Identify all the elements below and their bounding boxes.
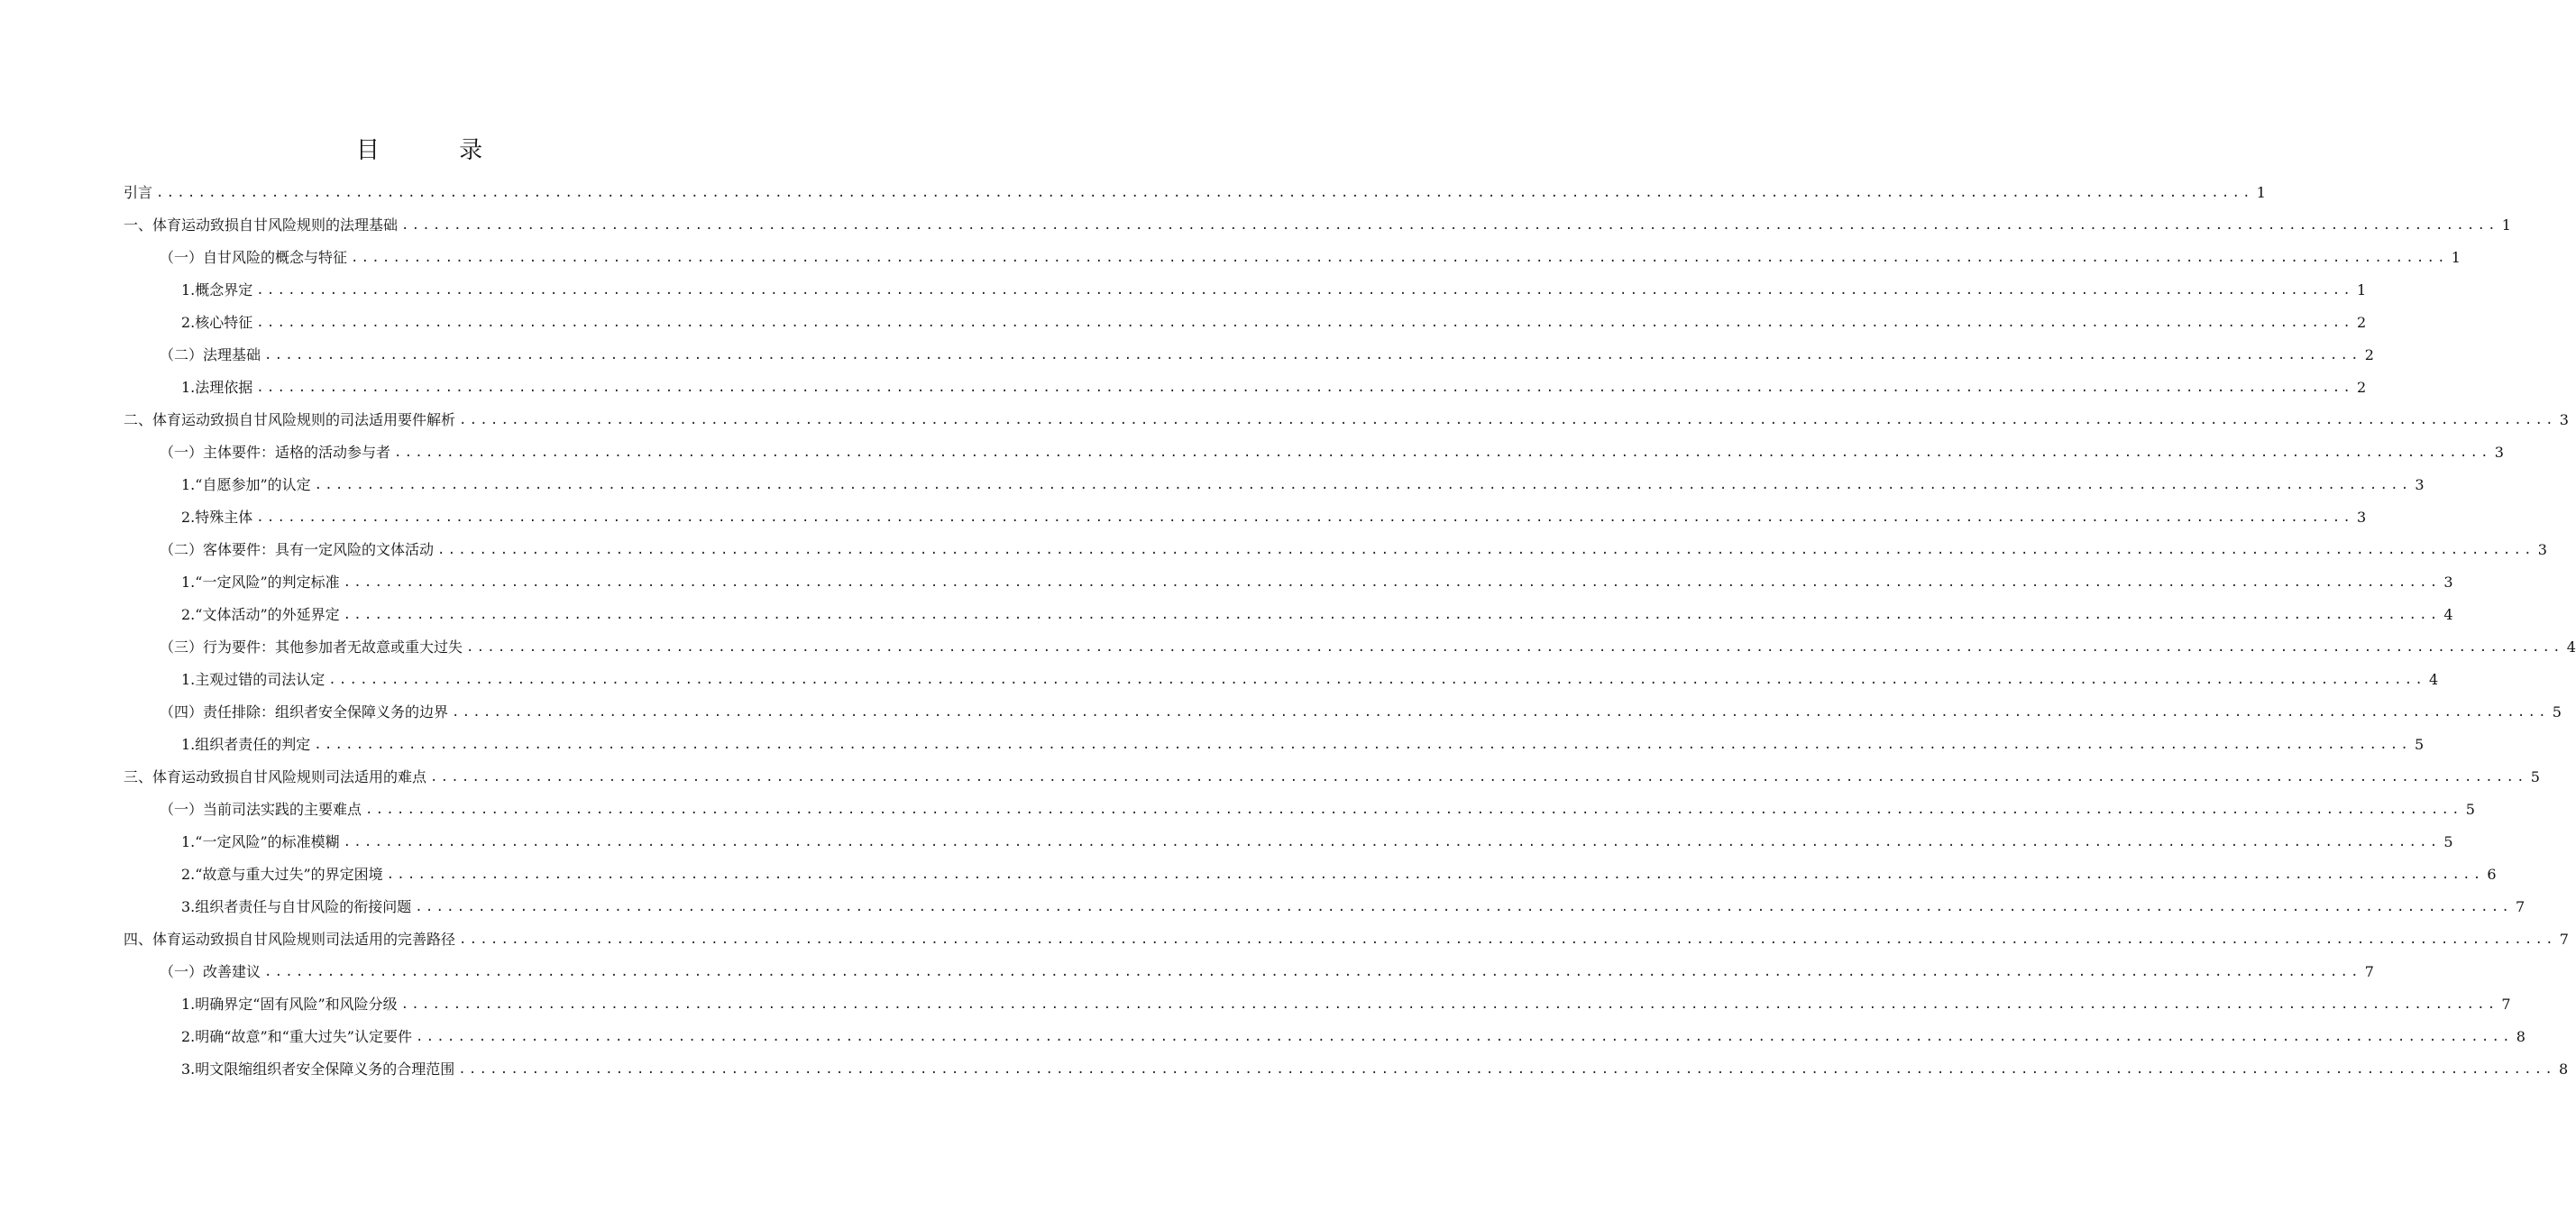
toc-entry-text: （一）自甘风险的概念与特征 — [160, 249, 348, 266]
toc-dot-leader: ........................................................................................................................................................................................................ — [400, 997, 2498, 1012]
toc-dot-leader: ........................................................................................................................................................................................................ — [343, 608, 2441, 622]
toc-entry[interactable] — [124, 339, 2374, 372]
toc-entry[interactable] — [124, 664, 2439, 696]
toc-entry-text: 1.“一定风险”的标准模糊 — [181, 833, 340, 850]
toc-entry[interactable] — [124, 923, 2569, 956]
toc-page-number: 5 — [2415, 736, 2425, 753]
toc-dot-leader: ........................................................................................................................................................................................................ — [415, 900, 2513, 914]
toc-dot-leader: ........................................................................................................................................................................................................ — [256, 283, 2354, 298]
toc-page-number: 5 — [2443, 833, 2453, 850]
toc-dot-leader: ........................................................................................................................................................................................................ — [314, 738, 2412, 752]
toc-list — [124, 177, 2576, 1086]
toc-dot-leader: ........................................................................................................................................................................................................ — [430, 770, 2527, 785]
toc-page-number: 5 — [2552, 703, 2562, 721]
toc-title: 目 录 — [355, 137, 519, 164]
toc-entry[interactable] — [124, 988, 2511, 1021]
toc-dot-leader: ........................................................................................................................................................................................................ — [459, 932, 2556, 947]
toc-entry-text: （一）主体要件：适格的活动参与者 — [160, 444, 391, 461]
toc-entry-text: 2.“故意与重大过失”的界定困境 — [181, 866, 383, 883]
toc-entry[interactable] — [124, 566, 2453, 599]
toc-entry-text: 1.“一定风险”的判定标准 — [181, 574, 340, 591]
toc-dot-leader: ........................................................................................................................................................................................................ — [256, 316, 2354, 330]
toc-page-number: 4 — [2443, 606, 2453, 623]
toc-dot-leader: ........................................................................................................................................................................................................ — [343, 575, 2441, 590]
toc-entry-text: 1.主观过错的司法认定 — [181, 671, 325, 688]
toc-entry-text: 一、体育运动致损自甘风险规则的法理基础 — [124, 216, 399, 234]
toc-entry[interactable] — [124, 956, 2374, 988]
toc-entry-text: 2.特殊主体 — [181, 509, 253, 526]
toc-page-number: 7 — [2364, 963, 2374, 980]
toc-page-number: 8 — [2559, 1060, 2569, 1078]
toc-entry-text: （一）改善建议 — [160, 963, 261, 980]
toc-dot-leader: ........................................................................................................................................................................................................ — [458, 1062, 2556, 1077]
toc-entry-text: 3.明文限缩组织者安全保障义务的合理范围 — [181, 1060, 455, 1078]
toc-entry[interactable] — [124, 794, 2475, 826]
toc-dot-leader: ........................................................................................................................................................................................................ — [156, 186, 2253, 200]
toc-page-number: 3 — [2357, 509, 2367, 526]
toc-page-number: 7 — [2501, 996, 2511, 1013]
toc-entry[interactable] — [124, 242, 2461, 274]
toc-entry-text: 1.明确界定“固有风险”和风险分级 — [181, 996, 398, 1013]
toc-entry[interactable] — [124, 177, 2266, 209]
toc-entry-text: 1.组织者责任的判定 — [181, 736, 311, 753]
toc-dot-leader: ........................................................................................................................................................................................................ — [459, 413, 2556, 427]
toc-page-number: 7 — [2559, 931, 2569, 948]
toc-dot-leader: ........................................................................................................................................................................................................ — [264, 965, 2361, 979]
toc-entry-text: 2.“文体活动”的外延界定 — [181, 606, 340, 623]
toc-dot-leader: ........................................................................................................................................................................................................ — [328, 673, 2426, 687]
toc-dot-leader: ........................................................................................................................................................................................................ — [452, 705, 2549, 720]
toc-entry[interactable] — [124, 436, 2504, 469]
toc-entry-text: 引言 — [124, 184, 153, 201]
toc-entry[interactable] — [124, 501, 2367, 534]
toc-entry[interactable] — [124, 469, 2425, 501]
toc-entry-text: （一）当前司法实践的主要难点 — [160, 801, 362, 818]
toc-dot-leader: ........................................................................................................................................................................................................ — [256, 381, 2354, 395]
toc-entry[interactable] — [124, 599, 2453, 631]
toc-entry-text: （二）法理基础 — [160, 346, 261, 363]
toc-entry-text: 2.明确“故意”和“重大过失”认定要件 — [181, 1028, 412, 1045]
toc-entry[interactable] — [124, 761, 2540, 794]
toc-page-number: 3 — [2559, 411, 2569, 428]
toc-entry-text: 三、体育运动致损自甘风险规则司法适用的难点 — [124, 768, 427, 785]
toc-dot-leader: ........................................................................................................................................................................................................ — [351, 251, 2448, 265]
toc-dot-leader: ........................................................................................................................................................................................................ — [437, 543, 2535, 557]
toc-dot-leader: ........................................................................................................................................................................................................ — [365, 803, 2462, 817]
toc-entry[interactable] — [124, 891, 2526, 923]
toc-entry[interactable] — [124, 209, 2511, 242]
toc-dot-leader: ........................................................................................................................................................................................................ — [256, 510, 2354, 525]
toc-dot-leader: ........................................................................................................................................................................................................ — [314, 478, 2412, 492]
toc-dot-leader: ........................................................................................................................................................................................................ — [401, 218, 2498, 233]
toc-entry[interactable] — [124, 631, 2576, 664]
toc-entry-text: （三）行为要件：其他参加者无故意或重大过失 — [160, 638, 463, 656]
toc-page-number: 2 — [2357, 314, 2367, 331]
toc-entry[interactable] — [124, 274, 2367, 307]
toc-entry[interactable] — [124, 534, 2547, 566]
toc-page-number: 3 — [2537, 541, 2547, 558]
toc-page-number: 8 — [2516, 1028, 2526, 1045]
toc-page-number: 5 — [2465, 801, 2475, 818]
toc-entry-text: 四、体育运动致损自甘风险规则司法适用的完善路径 — [124, 931, 456, 948]
toc-page-number: 7 — [2516, 898, 2526, 915]
toc-page-number: 1 — [2256, 184, 2266, 201]
toc-entry-text: （二）客体要件：具有一定风险的文体活动 — [160, 541, 435, 558]
toc-entry[interactable] — [124, 1053, 2569, 1086]
toc-page-number: 1 — [2357, 281, 2367, 298]
toc-entry[interactable] — [124, 729, 2425, 761]
toc-dot-leader: ........................................................................................................................................................................................................ — [386, 868, 2484, 882]
toc-entry[interactable] — [124, 858, 2497, 891]
toc-dot-leader: ........................................................................................................................................................................................................ — [264, 348, 2361, 363]
toc-page-number: 2 — [2364, 346, 2374, 363]
toc-dot-leader: ........................................................................................................................................................................................................ — [343, 835, 2441, 849]
toc-entry[interactable] — [124, 307, 2367, 339]
toc-page-number: 1 — [2501, 216, 2511, 234]
toc-page-number: 1 — [2451, 249, 2461, 266]
toc-entry-text: 二、体育运动致损自甘风险规则的司法适用要件解析 — [124, 411, 456, 428]
toc-entry[interactable] — [124, 696, 2562, 729]
toc-page-number: 4 — [2566, 638, 2576, 656]
toc-dot-leader: ........................................................................................................................................................................................................ — [466, 640, 2563, 655]
toc-page-number: 3 — [2415, 476, 2425, 493]
toc-dot-leader: ........................................................................................................................................................................................................ — [394, 445, 2491, 460]
toc-page-number: 5 — [2530, 768, 2540, 785]
toc-entry[interactable] — [124, 372, 2367, 404]
toc-entry[interactable] — [124, 826, 2453, 858]
toc-entry-text: 1.概念界定 — [181, 281, 253, 298]
toc-page-number: 3 — [2494, 444, 2504, 461]
toc-page-number: 4 — [2429, 671, 2439, 688]
toc-entry-text: （四）责任排除：组织者安全保障义务的边界 — [160, 703, 449, 721]
toc-entry-text: 3.组织者责任与自甘风险的衔接问题 — [181, 898, 412, 915]
toc-entry-text: 1.“自愿参加”的认定 — [181, 476, 311, 493]
toc-entry-text: 2.核心特征 — [181, 314, 253, 331]
toc-dot-leader: ........................................................................................................................................................................................................ — [416, 1030, 2513, 1044]
toc-entry-text: 1.法理依据 — [181, 379, 253, 396]
toc-entry[interactable] — [124, 404, 2569, 436]
toc-entry[interactable] — [124, 1021, 2526, 1053]
toc-page-number: 2 — [2357, 379, 2367, 396]
toc-page-number: 3 — [2443, 574, 2453, 591]
toc-page-number: 6 — [2487, 866, 2497, 883]
